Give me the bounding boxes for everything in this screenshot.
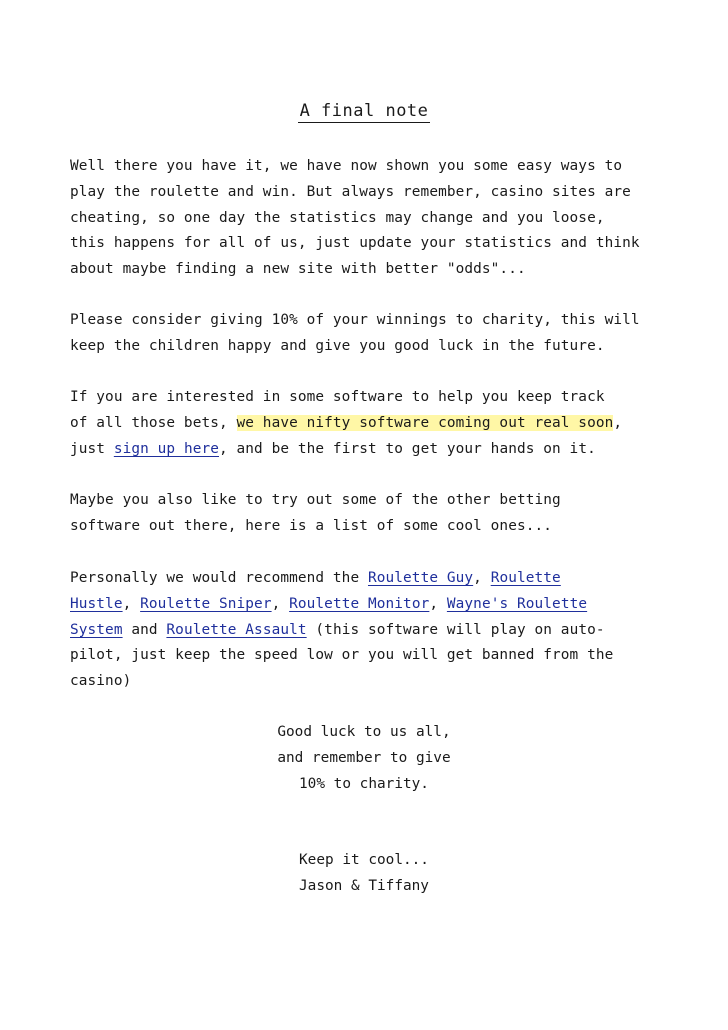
text-line: If you are interested in some software to help you keep track	[70, 389, 605, 405]
page-title-text: A final note	[299, 101, 429, 121]
text-line: casino)	[70, 673, 132, 690]
closing-wish	[0, 720, 728, 797]
text-line	[70, 618, 670, 644]
paragraph-charity	[70, 308, 670, 360]
text-line	[70, 411, 670, 437]
text-fragment: just	[70, 440, 114, 457]
text-fragment: ,	[271, 595, 290, 612]
text-fragment: ,	[429, 595, 447, 612]
text-line: pilot, just keep the speed low or you will get banned from the	[70, 647, 614, 664]
roulette-hustle-link-cont[interactable]: Hustle	[70, 595, 123, 612]
text-fragment: ,	[473, 570, 491, 586]
text-line: this happens for all of us, just update your statistics and think	[70, 235, 640, 252]
roulette-guy-link[interactable]: Roulette Guy	[367, 570, 474, 586]
text-line: keep the children happy and give you good luck in the future.	[70, 337, 605, 354]
signature-block	[0, 848, 728, 900]
text-fragment: , and be the first to get your hands on it.	[219, 440, 596, 457]
text-line: cheating, so one day the statistics may change and you loose,	[70, 209, 605, 226]
text-fragment: ,	[613, 414, 623, 431]
paragraph-recommendations	[70, 566, 670, 695]
text-line: Well there you have it, we have now shown you some easy ways to	[70, 158, 623, 174]
closing-line: and remember to give	[277, 749, 451, 766]
text-fragment: Personally we would recommend the	[70, 570, 368, 586]
signature-names: Jason & Tiffany	[299, 877, 429, 894]
paragraph-software	[70, 385, 670, 462]
text-line: Maybe you also like to try out some of the other betting	[70, 492, 561, 508]
text-line	[70, 592, 670, 618]
roulette-assault-link[interactable]: Roulette Assault	[166, 621, 307, 638]
page-title	[0, 98, 728, 124]
text-line: about maybe finding a new site with better "odds"...	[70, 261, 526, 278]
text-line: software out there, here is a list of some cool ones...	[70, 517, 553, 534]
closing-line: 10% to charity.	[299, 775, 429, 792]
paragraph-other-software	[70, 488, 670, 540]
closing-line: Good luck to us all,	[277, 724, 451, 740]
text-fragment: and	[122, 621, 167, 638]
text-line	[70, 437, 670, 463]
highlighted-announcement: we have nifty software coming out real soon	[236, 414, 614, 431]
signoff-line: Keep it cool...	[299, 852, 429, 868]
text-line: Please consider giving 10% of your winnings to charity, this will	[70, 312, 640, 328]
roulette-sniper-link[interactable]: Roulette Sniper	[140, 595, 272, 612]
roulette-monitor-link[interactable]: Roulette Monitor	[289, 595, 430, 612]
text-fragment: (this software will play on auto-	[306, 621, 605, 638]
paragraph-intro	[70, 154, 670, 283]
sign-up-link[interactable]: sign up here	[113, 440, 219, 457]
text-line	[70, 566, 670, 592]
text-line: play the roulette and win. But always remember, casino sites are	[70, 183, 631, 200]
waynes-roulette-system-link[interactable]: Wayne's Roulette	[446, 595, 588, 612]
waynes-roulette-system-link-cont[interactable]: System	[70, 621, 123, 638]
roulette-hustle-link[interactable]: Roulette	[490, 570, 561, 586]
text-fragment: ,	[122, 595, 141, 612]
text-fragment: of all those bets,	[70, 414, 237, 431]
